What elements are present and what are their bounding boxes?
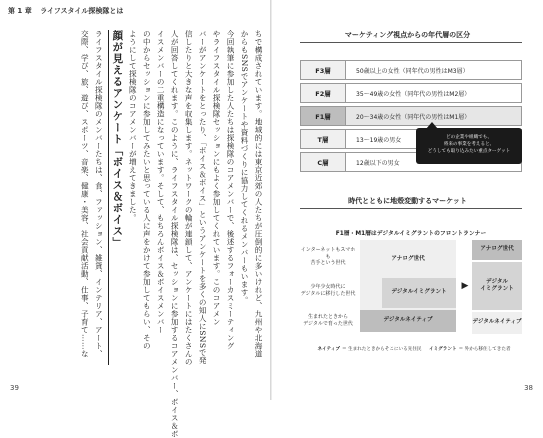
target-callout [416, 128, 522, 164]
segment-label: F3層 [300, 60, 346, 80]
body-column: 交際、学び、旅、遊び、スポーツ、音楽、健康・美容、社会貢献活動、仕事、子育て……な [80, 30, 90, 358]
callout-line: 将来の事業を考えると、 [443, 142, 495, 148]
segment-label: T層 [300, 129, 346, 149]
generation-diagram [300, 228, 522, 354]
block-native-left: デジタルネイティブ [360, 310, 456, 332]
body-column: ちで構成されています。地域的には東京近郊の人たちが圧倒的に多いけれど、九州や北海道 [254, 30, 263, 358]
footer-def-native: ＝ 生まれたときからそこにいる先住民 [341, 347, 422, 352]
chapter-header [8, 6, 129, 16]
arrow-right-icon: ▶ [461, 281, 469, 292]
segment-description: 35〜49歳の女性（同年代の男性はM2層） [346, 83, 522, 103]
body-column: バーがアンケートをとったり、「ボイス＆ボイス」というアンケートを多くの知人にSNSで発 [198, 30, 208, 365]
block-analog-left: アナログ世代 [360, 240, 456, 314]
segment-label: F1層 [300, 106, 346, 126]
block-native-right: デジタルネイティブ [472, 312, 522, 334]
section-heading: 顔が見えるアンケート「ボイス＆ボイス」 [108, 30, 122, 365]
chapter-number: 第 1 章 [8, 7, 32, 15]
segment-description: 12歳以下の男女 [346, 152, 522, 172]
vertical-text-body [26, 30, 263, 438]
segment-label: C層 [300, 152, 346, 172]
callout-line: どうしても取り込みたい重点ターゲット [427, 149, 511, 155]
footer-term-immigrant: イミグラント [428, 347, 457, 352]
row-label-immigrant: 少年少女時代に デジタルに移行した世代 [300, 284, 356, 297]
page-number-right: 38 [524, 384, 533, 392]
diagram-footer [300, 346, 522, 352]
body-column: 今回執筆に参加した人たちは探検隊のコアメンバーで、後述するフォーカスミーティング [226, 30, 236, 350]
segment-row-f1 [300, 106, 522, 126]
segment-row-f3 [300, 60, 522, 80]
row-label-native: 生まれたときから デジタルで育った世代 [303, 314, 353, 327]
segment-description: 20〜34歳の女性（同年代の男性はM1層） [346, 106, 522, 126]
row-label-analog: インターネットもスマホも 苦手という世代 [300, 246, 356, 267]
diagram-subtitle: F1層・M1層はデジタルイミグラントのフロントランナー [335, 231, 487, 237]
segment-label: F2層 [300, 83, 346, 103]
section-rule [300, 208, 522, 209]
body-column: 人が回答してくれます。このように、ライフスタイル探検隊は、セッションに参加するコアメンバー、ボイス＆ボ [170, 30, 180, 438]
footer-def-immigrant: ＝ 外から移住してきた者 [458, 347, 511, 352]
body-column: ようにして探検隊のコアメンバーが増えてきました。 [128, 30, 138, 222]
body-column: からもSNSでアンケートや資料づくりに協力してくれるメンバーもいます。 [240, 30, 250, 305]
right-page [272, 0, 543, 400]
body-column: やライフスタイル探検隊セッションにもよく参加してくれています。このコアメン [212, 30, 222, 326]
block-immigrant-right: デジタル イミグラント [472, 262, 522, 310]
segment-row-f2 [300, 83, 522, 103]
body-column: イスメンバーの二重構造になっています。そして、もちろんボイス＆ボイスメンバー [156, 30, 166, 334]
chapter-title: ライフスタイル探検隊とは [40, 7, 124, 15]
callout-line: どの企業や組織でも、 [446, 135, 492, 140]
left-page [0, 0, 270, 438]
section-title-market: 時代とともに地殻変動するマーケット [348, 197, 467, 205]
segment-description: 50歳以上の女性（同年代の男性はM3層） [346, 60, 522, 80]
body-column: の中からセッションに参加してみたいと思っている人に声をかけて参加してもらい、その [142, 30, 152, 350]
block-immigrant-left: デジタルイミグラント [382, 278, 456, 308]
footer-term-native: ネイティブ [317, 347, 340, 352]
body-column: ライフスタイル探検隊のメンバーたちは、食、ファッション、雑貨、インテリア、アート、 [94, 30, 104, 358]
block-analog-right: アナログ世代 [472, 240, 522, 260]
body-column: 信したりと大きな声を収集します。ネットワークの輪が連鎖して、アンケートにはたくさんの [184, 30, 194, 366]
section-rule [300, 42, 522, 43]
page-number-left: 39 [10, 384, 19, 392]
segment-description: 13〜19歳の男女 [346, 129, 522, 149]
section-title-segments: マーケティング視点からの年代層の区分 [344, 31, 471, 39]
